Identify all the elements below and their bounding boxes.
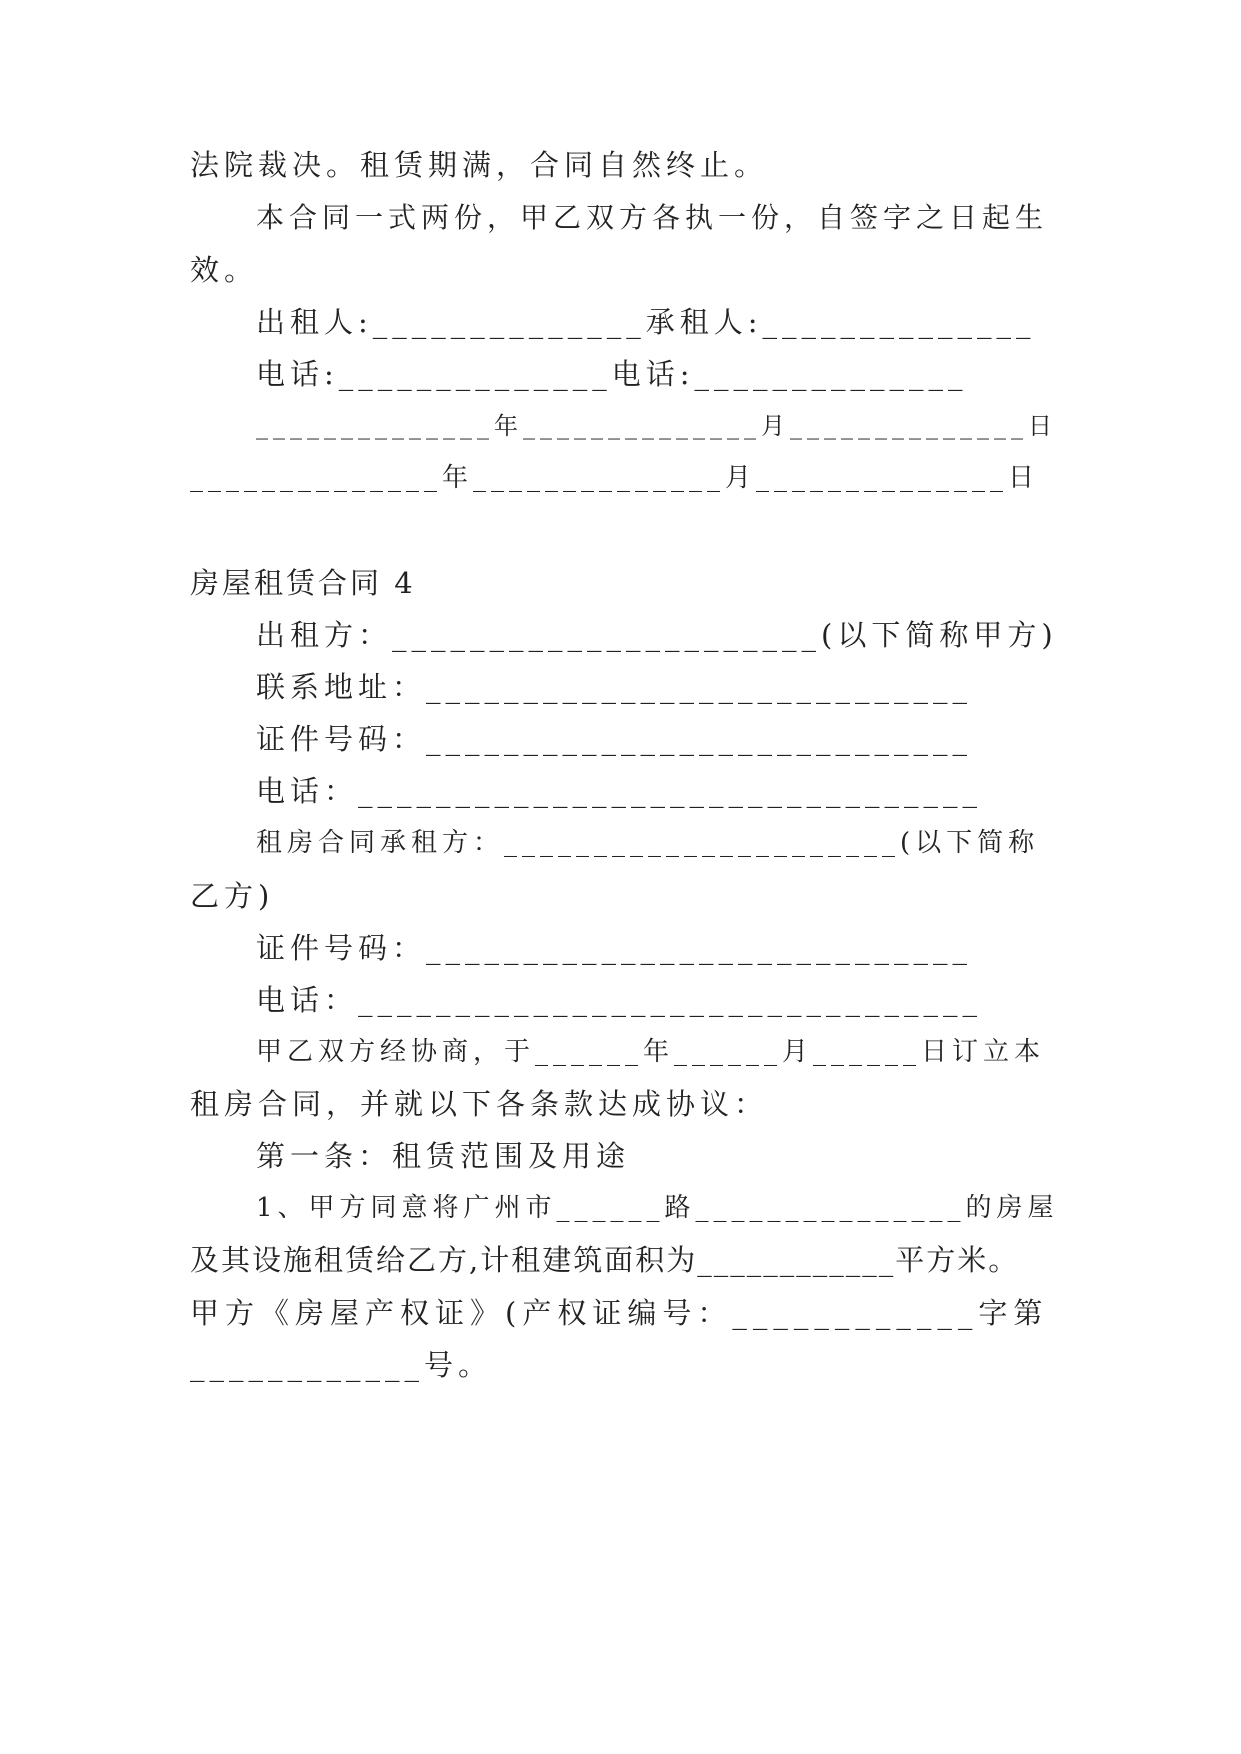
phone-field: 电话：________________________________ bbox=[256, 774, 983, 808]
signature-line-phones: 电话:______________电话:______________ bbox=[256, 357, 968, 391]
paragraph-line: 甲方《房屋产权证》(产权证编号：____________字第 bbox=[190, 1296, 1049, 1330]
section-title: 房屋租赁合同 4 bbox=[190, 566, 416, 600]
paragraph-line: 1、甲方同意将广州市______路_______________的房屋 bbox=[256, 1193, 1059, 1223]
lessee-field: 租房合同承租方：______________________(以下简称 bbox=[256, 828, 1040, 858]
lessor-field: 出租方：______________________(以下简称甲方) bbox=[256, 618, 1058, 652]
paragraph-line: 乙方) bbox=[190, 879, 275, 913]
id-number-field: 证件号码：____________________________ bbox=[256, 931, 973, 965]
article-title: 第一条：租赁范围及用途 bbox=[256, 1139, 631, 1173]
paragraph-line: 甲乙双方经协商，于______年______月______日订立本 bbox=[256, 1037, 1046, 1067]
date-line: ______________年______________月______________日 bbox=[190, 463, 1039, 493]
paragraph-line: 法院裁决。租赁期满，合同自然终止。 bbox=[190, 148, 769, 182]
paragraph-line: 本合同一式两份，甲乙双方各执一份，自签字之日起生 bbox=[256, 201, 1049, 234]
paragraph-line: 效。 bbox=[190, 253, 259, 287]
date-line: ______________年______________月______________日 bbox=[256, 412, 1057, 440]
phone-field: 电话：________________________________ bbox=[256, 983, 983, 1017]
paragraph-line: 租房合同，并就以下各条款达成协议： bbox=[190, 1087, 769, 1121]
paragraph-line: ____________号。 bbox=[190, 1348, 493, 1382]
signature-line-parties: 出租人:______________承租人:______________ bbox=[256, 305, 1036, 339]
id-number-field: 证件号码：____________________________ bbox=[256, 722, 973, 756]
paragraph-line: 及其设施租赁给乙方,计租建筑面积为____________平方米。 bbox=[190, 1243, 1020, 1277]
address-field: 联系地址：____________________________ bbox=[256, 670, 973, 704]
